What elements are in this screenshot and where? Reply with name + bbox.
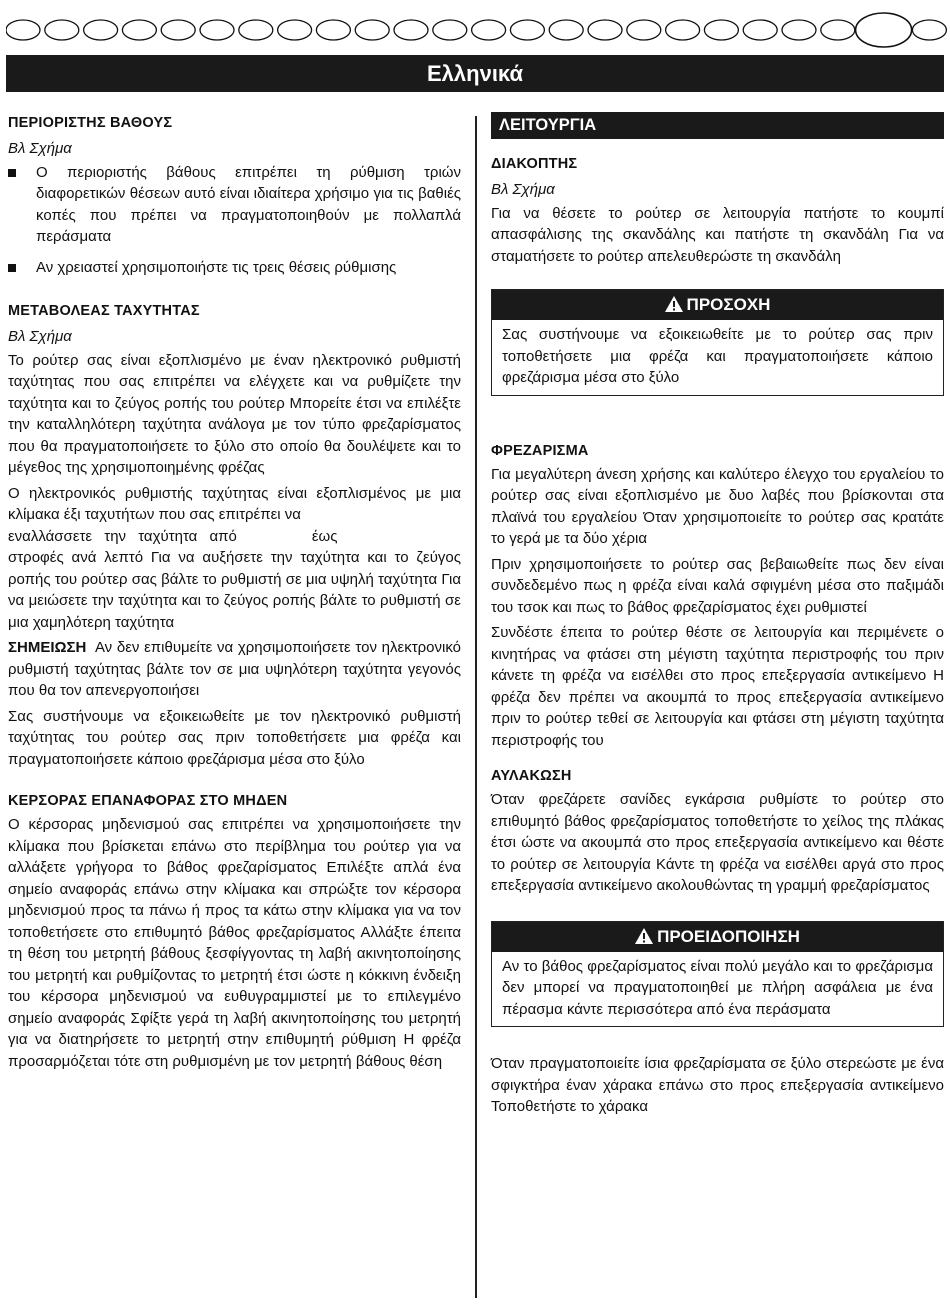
bullet-square-icon — [8, 169, 16, 177]
speed-range-values: εναλλάσσετε την ταχύτητα από έως — [8, 527, 338, 545]
straight-routing-paragraph: Όταν πραγματοποιείτε ίσια φρεζαρίσματα σε ξύλο στερεώστε με ένα σφιγκτήρα έναν χάρακα επάνω στο προς επεξεργασία αντικείμενο Τοποθετήστε το χάρακα — [491, 1055, 944, 1115]
caution-text: Σας συστήνουμε να εξοικειωθείτε με το ρούτερ σας πριν τοποθετήσετε μια φρέζα και πραγματοποιήσετε κάποιο φρεζάρισμα μέσα στο ξύλο — [502, 326, 933, 386]
language-tab-ovals — [6, 10, 950, 50]
bullet-square-icon — [8, 264, 16, 272]
caution-header — [492, 290, 943, 320]
language-tab-oval — [84, 20, 118, 40]
language-tab-oval — [122, 20, 156, 40]
list-item: Ο περιοριστής βάθους επιτρέπει τη ρύθμιση τριών διαφορετικών θέσεων αυτό είναι ιδιαίτερα χρήσιμο για τις βαθιές κοπές που πρέπει να πραγματοποιηθούν με πολλαπλά περάσματα — [8, 162, 461, 248]
language-tab-oval — [200, 20, 234, 40]
column-divider — [475, 116, 477, 1298]
caution-box — [491, 289, 944, 396]
speed-control-paragraph: Το ρούτερ σας είναι εξοπλισμένο με έναν ηλεκτρονικό ρυθμιστή ταχύτητας που σας επιτρέπει να ελέγχετε και να ρυθμίζετε την ταχύτητα και το ζεύγος ροπής του ρούτερ Μπορείτε έτσι να επιλέξτε την καταλληλότερη ταχύτητα ανάλογα με τον τύπο φρεζαρίσματος που θα πραγματοποιήσετε το ξύλο στο οποίο θα δουλέψετε και το μέγεθος της χρησιμοποιημένης φρέζας — [8, 351, 461, 476]
switch-paragraph: Για να θέσετε το ρούτερ σε λειτουργία πατήστε το κουμπί απασφάλισης της σκανδάλης και πατήστε τη σκανδάλη Για να σταματήσετε το ρούτερ απελευθερώστε τη σκανδάλη — [491, 204, 944, 265]
routing-heading: ΦΡΕΖΑΡΙΣΜΑ — [491, 442, 589, 459]
language-tab-oval — [666, 20, 700, 40]
language-tab-oval — [394, 20, 428, 40]
language-tab-oval — [627, 20, 661, 40]
note-label: ΣΗΜΕΙΩΣΗ — [8, 639, 87, 656]
language-tab-oval — [433, 20, 467, 40]
list-item: Αν χρειαστεί χρησιμοποιήστε τις τρεις θέσεις ρύθμισης — [8, 257, 461, 279]
warning-text: Αν το βάθος φρεζαρίσματος είναι πολύ μεγάλο και το φρεζάρισμα δεν μπορεί να πραγματοποιηθεί με πλήρη ασφάλεια με ένα πέρασμα κάντε περισσότερα από ένα περάσματα — [502, 957, 933, 1018]
depth-stops-list — [8, 162, 461, 279]
language-tab-oval — [743, 20, 777, 40]
switch-figure-ref: Βλ Σχήμα — [491, 181, 555, 198]
warning-title: ΠΡΟΕΙΔΟΠΟΙΗΣΗ — [657, 926, 800, 946]
language-tab-oval — [588, 20, 622, 40]
language-tab-oval — [278, 20, 312, 40]
operation-section-header — [491, 112, 944, 139]
operation-section-title: ΛΕΙΤΟΥΡΓΙΑ — [499, 116, 597, 134]
speed-control-figure-ref: Βλ Σχήμα — [8, 328, 72, 345]
language-tab-oval — [239, 20, 273, 40]
zero-cursor-heading: ΚΕΡΣΟΡΑΣ ΕΠΑΝΑΦΟΡΑΣ ΣΤΟ ΜΗΔΕΝ — [8, 793, 288, 809]
language-tab-oval — [782, 20, 816, 40]
routing-paragraph-1: Για μεγαλύτερη άνεση χρήσης και καλύτερο έλεγχο του εργαλείου το ρούτερ σας είναι εξοπλισμένο με δυο λαβές που βρίσκονται στα πλαϊνά του εργαλείου Όταν χρησιμοποιείτε το ρούτερ σας κρατάτε το γερά με τα δύο χέρια — [491, 465, 944, 547]
grooving-paragraph: Όταν φρεζάρετε σανίδες εγκάρσια ρυθμίστε το ρούτερ στο επιθυμητό βάθος φρεζαρίσματος τοποθετήστε το χείλος της πλάκας έτσι ώστε να ακουμπά στο προς επεξεργασία αντικείμενο και θέστε το ρούτερ σε λειτουργία Κάντε τη φρέζα να εισέλθει αργά στο προς επεξεργασία αντικείμενο ακολουθώντας τη γραμμή φρεζαρίσματος — [491, 791, 944, 894]
warning-box — [491, 921, 944, 1028]
speed-control-heading: ΜΕΤΑΒΟΛΕΑΣ ΤΑΧΥΤΗΤΑΣ — [8, 303, 200, 319]
caution-title: ΠΡΟΣΟΧΗ — [686, 295, 771, 314]
warning-header — [492, 922, 943, 952]
language-tab-oval — [472, 20, 506, 40]
speed-note-paragraph: ΣΗΜΕΙΩΣΗ Αν δεν επιθυμείτε να χρησιμοποιήσετε τον ηλεκτρονικό ρυθμιστή ταχύτητας βάλτε τον σε μια υψηλότερη ταχύτητα γεγονός που θα τον απενεργοποιήσει — [8, 639, 461, 699]
language-tab-oval — [355, 20, 389, 40]
zero-cursor-paragraph: Ο κέρσορας μηδενισμού σας επιτρέπει να χρησιμοποιήσετε την κλίμακα που βρίσκεται επάνω στο περίβλημα του ρούτερ για να αλλάξετε γρήγορα το βάθος φρεζαρίσματος Επιλέξτε απλά ένα σημείο αναφοράς επάνω στην κλίμακα και σπρώξτε τον κέρσορα μηδενισμού προς τα πάνω ή προς τα κάτω στην κλίμακα για να τον τοποθετήσετε στο επιθυμητό βάθος φρεζαρίσματος Αλλάξτε έπειτα τη θέση του μετρητή βάθους ξεσφίγγοντας τη λαβή ακινητοποίησης του μετρητή και ρυθμίζοντας το μετρητή έτσι ώστε η κόκκινη ένδειξη του κέρσορα μηδενισμού να ευθυγραμμιστεί με το επιλεγμένο σημείο αναφοράς Σφίξτε γερά τη λαβή ακινητοποίησης του μετρητή για να διατηρήσετε το μετρητή στην επιθυμητή ρύθμιση Η φρέζα προσαρμόζεται τότε στη ρυθμισμένη με τον μετρητή βάθους θέση — [8, 816, 461, 1070]
language-tab-oval — [45, 20, 79, 40]
language-tab-oval-active — [856, 13, 912, 47]
language-tab-oval — [161, 20, 195, 40]
language-tab-oval — [821, 20, 855, 40]
routing-paragraph-3: Συνδέστε έπειτα το ρούτερ θέστε σε λειτουργία και περιμένετε ο κινητήρας να φτάσει στη μέγιστη ταχύτητα περιστροφής του πριν κάνετε τη φρέζα να εισέλθει στο προς επεξεργασία αντικείμενο Η φρέζα δεν πρέπει να ακουμπά το προς επεξεργασία αντικείμενο πριν το ρούτερ τεθεί σε λειτουργία και φτάσει στη μέγιστη ταχύτητα περιστροφής του — [491, 624, 944, 749]
language-tab-oval — [549, 20, 583, 40]
speed-range-line: Ο ηλεκτρονικός ρυθμιστής ταχύτητας είναι εξοπλισμένος με μια κλίμακα έξι ταχυτήτων που σας επιτρέπει να — [8, 484, 461, 523]
warning-triangle-icon — [665, 292, 683, 322]
depth-stops-figure-ref: Βλ Σχήμα — [8, 140, 72, 157]
warning-triangle-icon — [635, 924, 653, 954]
right-column — [491, 112, 944, 1118]
language-tab-oval — [510, 20, 544, 40]
speed-familiarise-paragraph: Σας συστήνουμε να εξοικειωθείτε με τον ηλεκτρονικό ρυθμιστή ταχύτητας του ρούτερ σας πριν τοποθετήσετε μια φρέζα και πραγματοποιήσετε κάποιο φρεζάρισμα μέσα στο ξύλο — [8, 707, 461, 768]
speed-adjust-paragraph: στροφές ανά λεπτό Για να αυξήσετε την ταχύτητα και το ζεύγος ροπής του ρούτερ σας βάλτε το ρυθμιστή σε μια υψηλή ταχύτητα Για να μειώσετε την ταχύτητα και το ζεύγος ροπής βάλτε το ρυθμιστή σε μια χαμηλότερη ταχύτητα — [8, 549, 461, 631]
switch-heading: ΔΙΑΚΟΠΤΗΣ — [491, 156, 578, 172]
language-banner — [6, 55, 944, 92]
language-tab-oval — [912, 20, 946, 40]
depth-stops-heading: ΠΕΡΙΟΡΙΣΤΗΣ ΒΑΘΟΥΣ — [8, 115, 173, 131]
routing-paragraph-2: Πριν χρησιμοποιήσετε το ρούτερ σας βεβαιωθείτε πως δεν είναι συνδεδεμένο πως η φρέζα είναι καλά σφιγμένη μέσα στο παξιμάδι του τσοκ και πως το βάθος φρεζαρίσματος έχει ρυθμιστεί — [491, 555, 944, 616]
language-tab-oval — [316, 20, 350, 40]
language-tab-oval — [704, 20, 738, 40]
banner-title: Ελληνικά — [427, 61, 523, 86]
left-column — [8, 112, 461, 1072]
grooving-heading: ΑΥΛΑΚΩΣΗ — [491, 768, 572, 784]
language-tab-oval — [6, 20, 40, 40]
language-tab-strip — [6, 10, 950, 50]
